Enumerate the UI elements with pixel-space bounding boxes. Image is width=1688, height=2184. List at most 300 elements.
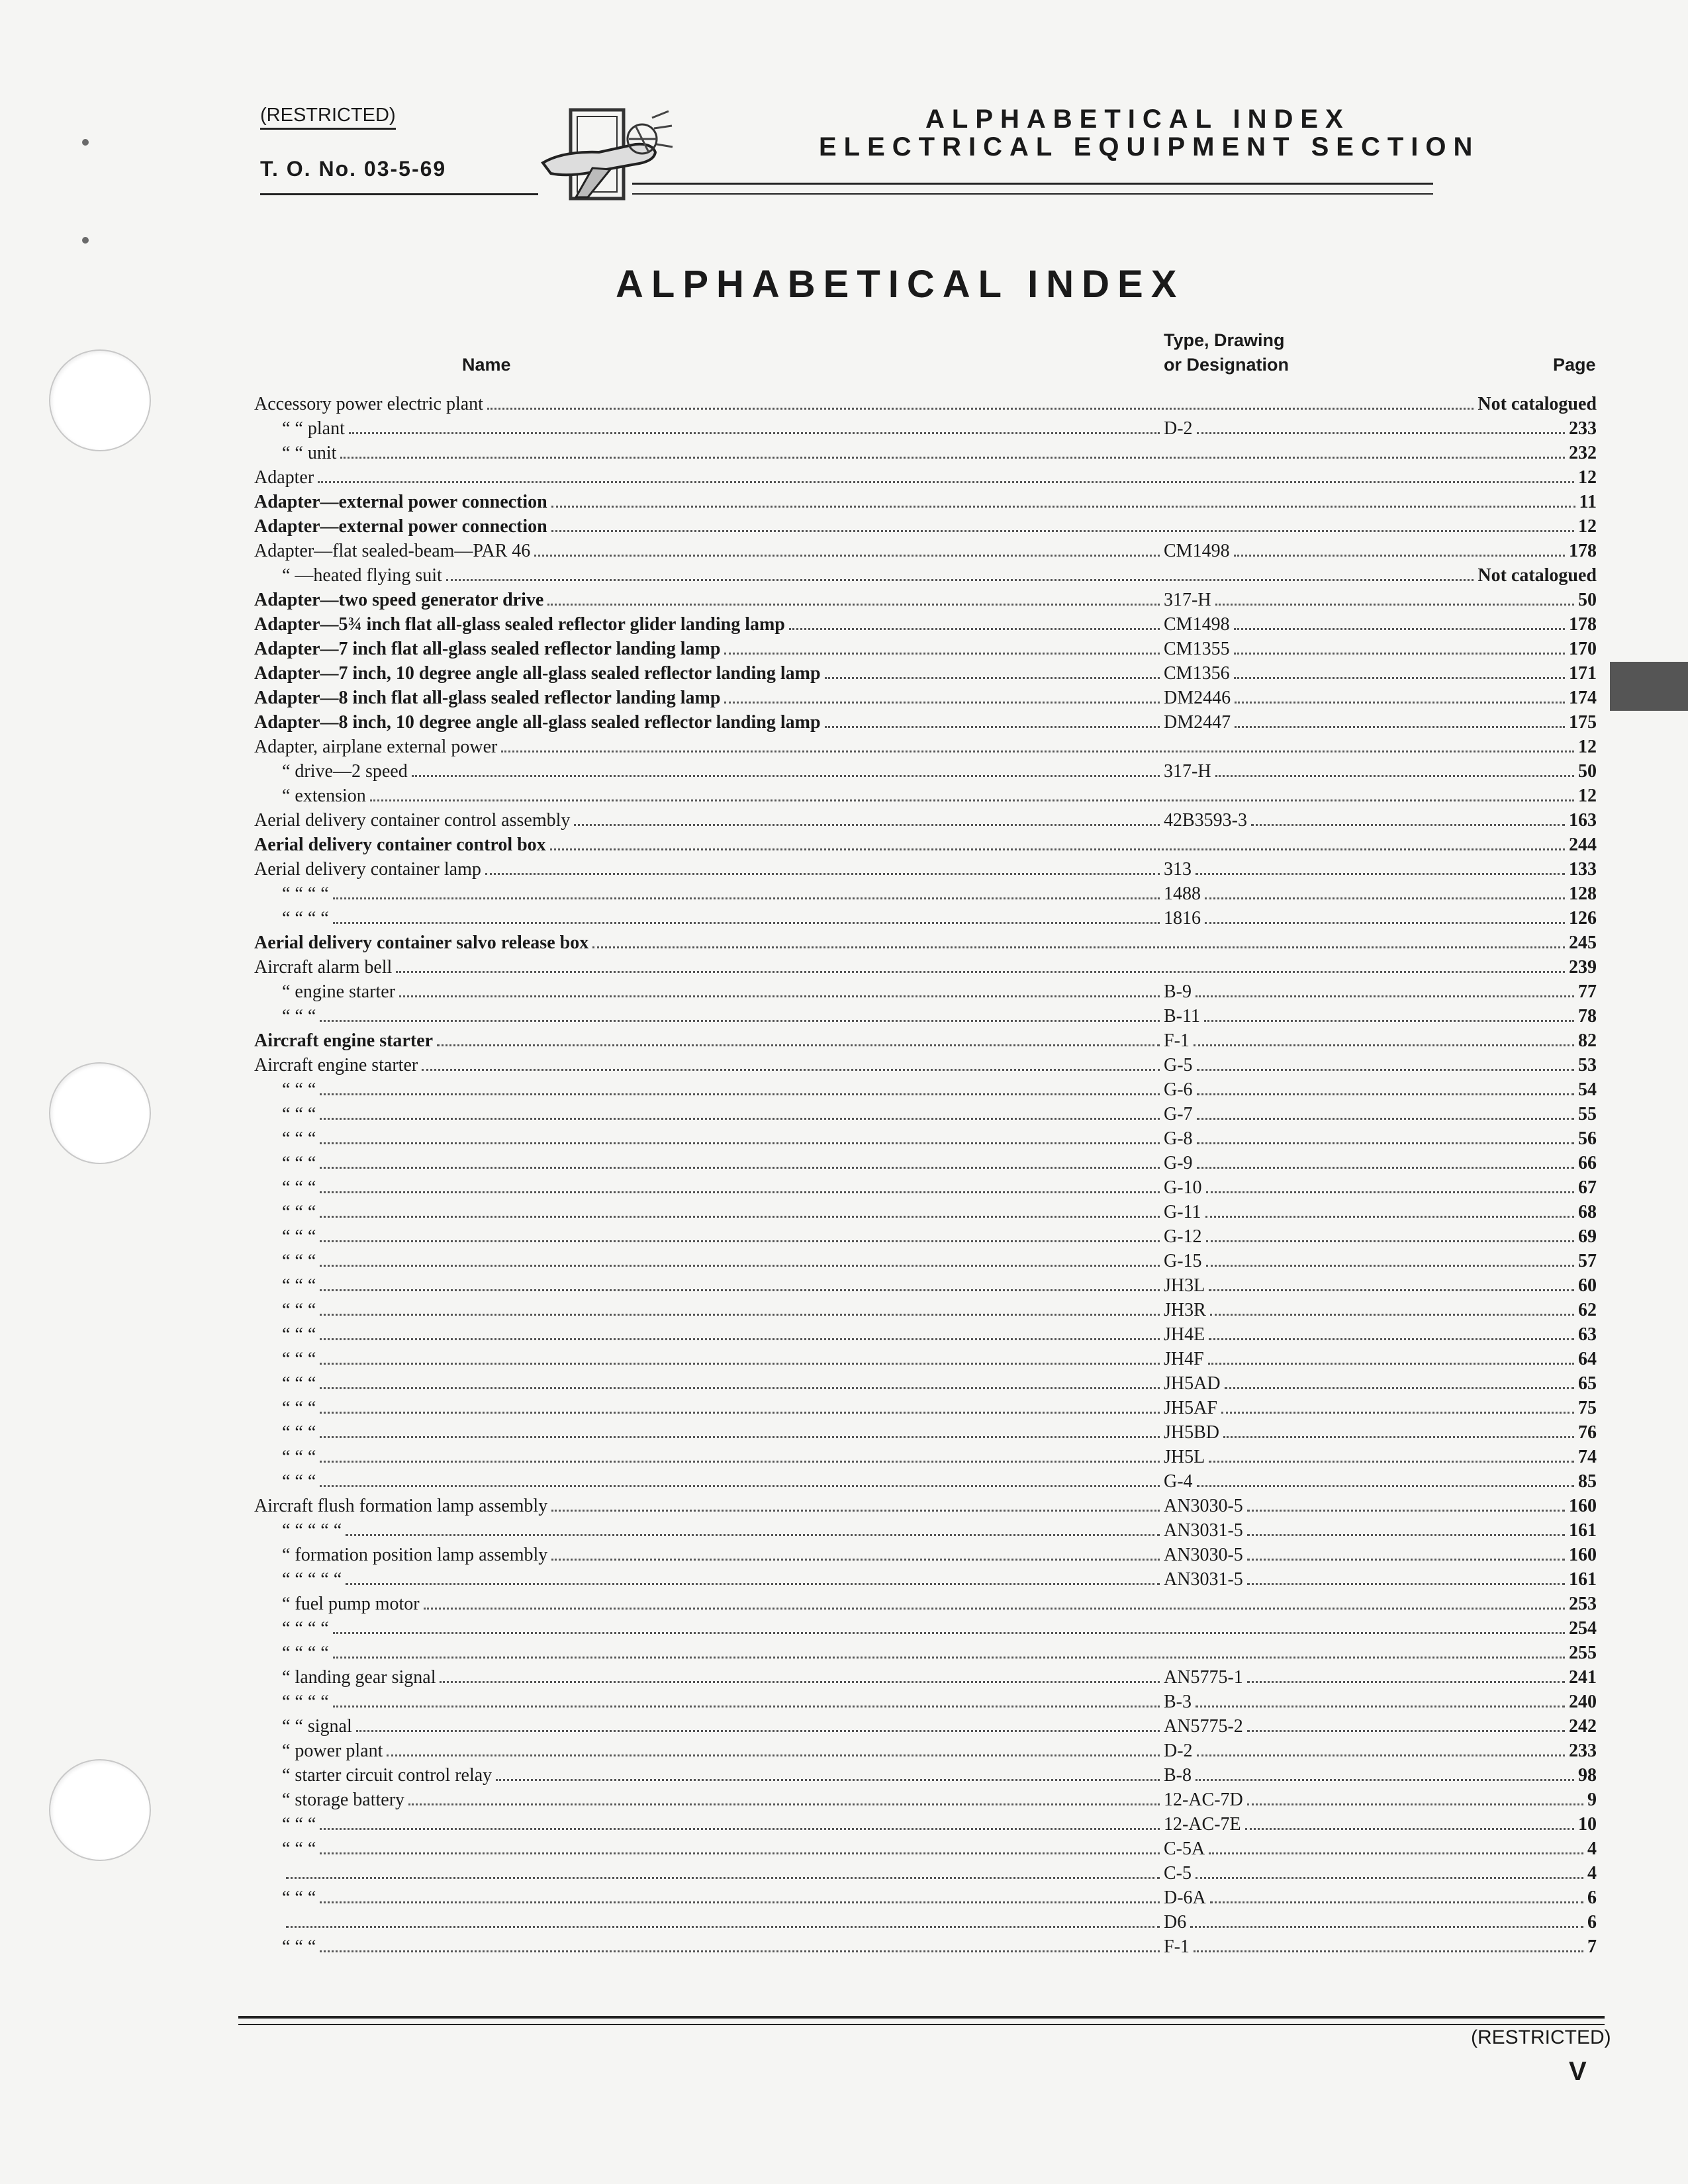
entry-page: 77: [1578, 981, 1597, 1002]
dot-leader: [496, 1779, 1160, 1781]
index-row: [254, 955, 1597, 979]
dot-leader: [1234, 555, 1565, 557]
entry-name: Adapter—7 inch, 10 degree angle all-glass sealed reflector landing lamp: [254, 663, 821, 684]
entry-type: D6: [1164, 1912, 1187, 1933]
entry-type: JH5AF: [1164, 1398, 1217, 1418]
index-row: [254, 833, 1597, 857]
dot-leader: [424, 1608, 1565, 1610]
dot-leader: [1247, 1730, 1565, 1732]
entry-name: “ “ “: [282, 1471, 316, 1492]
dot-leader: [320, 1436, 1160, 1438]
dot-leader: [320, 1363, 1160, 1365]
dot-leader: [320, 1461, 1160, 1463]
dot-leader: [1235, 702, 1565, 704]
dot-leader: [1221, 1412, 1574, 1414]
entry-page: 7: [1587, 1936, 1597, 1957]
entry-type: AN5775-2: [1164, 1716, 1243, 1737]
index-row: [254, 759, 1597, 784]
entry-type: JH5AD: [1164, 1373, 1221, 1394]
entry-page: 245: [1569, 933, 1597, 953]
dot-leader: [1245, 1828, 1574, 1830]
entry-name: Adapter—external power connection: [254, 516, 547, 537]
dot-leader: [724, 653, 1160, 655]
index-row: [254, 1396, 1597, 1420]
index-row: [254, 661, 1597, 686]
entry-name: Aircraft engine starter: [254, 1055, 418, 1075]
dot-leader: [346, 1583, 1160, 1585]
dot-leader: [1197, 1069, 1574, 1071]
restricted-label-top: (RESTRICTED): [260, 105, 396, 130]
dot-leader: [412, 775, 1160, 777]
entry-type: AN3030-5: [1164, 1545, 1243, 1565]
dot-leader: [1247, 1583, 1565, 1585]
dot-leader: [1234, 677, 1565, 679]
index-row: [254, 1690, 1597, 1714]
entry-name: “ extension: [282, 786, 366, 806]
dot-leader: [396, 971, 1565, 973]
index-row: [254, 1469, 1597, 1494]
entry-name: “ starter circuit control relay: [282, 1765, 492, 1786]
dot-leader: [1197, 1167, 1574, 1169]
entry-type: DM2447: [1164, 712, 1231, 733]
dot-leader: [320, 1901, 1160, 1903]
entry-type: JH4F: [1164, 1349, 1204, 1369]
entry-type: B-11: [1164, 1006, 1200, 1026]
index-row: [254, 906, 1597, 931]
entry-type: G-5: [1164, 1055, 1193, 1075]
entry-name: “ fuel pump motor: [282, 1594, 420, 1614]
dot-leader: [1197, 1118, 1574, 1120]
entry-page: 56: [1578, 1128, 1597, 1149]
index-row: [254, 1641, 1597, 1665]
entry-type: G-9: [1164, 1153, 1193, 1173]
index-row: [254, 686, 1597, 710]
entry-name: “ “ “ “: [282, 1643, 329, 1663]
dot-leader: [825, 677, 1160, 679]
entry-name: “ “ “ “: [282, 908, 329, 929]
entry-name: “ “ “: [282, 1202, 316, 1222]
entry-type: G-11: [1164, 1202, 1201, 1222]
entry-name: Aerial delivery container control box: [254, 835, 546, 855]
entry-type: 12-AC-7E: [1164, 1814, 1241, 1835]
entry-name: Aircraft flush formation lamp assembly: [254, 1496, 548, 1516]
dot-leader: [399, 995, 1160, 997]
index-row: [254, 1175, 1597, 1200]
index-row: [254, 1592, 1597, 1616]
dot-leader: [534, 555, 1160, 557]
entry-type: G-12: [1164, 1226, 1202, 1247]
entry-type: AN3031-5: [1164, 1569, 1243, 1590]
dot-leader: [320, 1020, 1160, 1022]
entry-type: AN5775-1: [1164, 1667, 1243, 1688]
dot-leader: [320, 1093, 1160, 1095]
entry-name: “ “ “: [282, 1079, 316, 1100]
dot-leader: [1197, 1093, 1574, 1095]
column-header-type-line2: or Designation: [1164, 355, 1289, 375]
entry-page: 6: [1587, 1912, 1597, 1933]
entry-page: 128: [1569, 884, 1597, 904]
entry-name: “ “ “: [282, 1398, 316, 1418]
dot-leader: [1197, 1754, 1565, 1756]
entry-page: 6: [1587, 1888, 1597, 1908]
index-row: [254, 465, 1597, 490]
dot-leader: [320, 1338, 1160, 1340]
entry-page: 55: [1578, 1104, 1597, 1124]
entry-page: 242: [1569, 1716, 1597, 1737]
index-row: [254, 1616, 1597, 1641]
entry-type: D-6A: [1164, 1888, 1206, 1908]
entry-name: “ “ unit: [282, 443, 337, 463]
entry-page: 78: [1578, 1006, 1597, 1026]
footer-rule-thin: [238, 2024, 1605, 2025]
dot-leader: [320, 1265, 1160, 1267]
dot-leader: [1209, 1461, 1574, 1463]
dot-leader: [1247, 1803, 1583, 1805]
entry-page: 53: [1578, 1055, 1597, 1075]
dot-leader: [1194, 1044, 1574, 1046]
entry-page: Not catalogued: [1477, 394, 1597, 414]
entry-name: Aerial delivery container lamp: [254, 859, 481, 880]
dot-leader: [1205, 922, 1565, 924]
dot-leader: [724, 702, 1160, 704]
dot-leader: [370, 799, 1574, 801]
index-row: [254, 1151, 1597, 1175]
dot-leader: [789, 628, 1160, 630]
entry-type: 317-H: [1164, 761, 1211, 782]
dot-leader: [320, 1118, 1160, 1120]
dot-leader: [333, 1657, 1565, 1659]
index-row: [254, 1518, 1597, 1543]
entry-page: 12: [1578, 786, 1597, 806]
dot-leader: [356, 1730, 1160, 1732]
entry-type: G-10: [1164, 1177, 1202, 1198]
entry-type: D-2: [1164, 1741, 1193, 1761]
entry-type: C-5A: [1164, 1839, 1205, 1859]
entry-name: “ “ “ “: [282, 1692, 329, 1712]
entry-page: 76: [1578, 1422, 1597, 1443]
dot-leader: [320, 1485, 1160, 1487]
entry-name: “ “ “: [282, 1300, 316, 1320]
dot-leader: [1197, 1142, 1574, 1144]
dot-leader: [1197, 1485, 1574, 1487]
entry-name: “ storage battery: [282, 1790, 405, 1810]
dot-leader: [440, 1681, 1160, 1683]
entry-type: G-6: [1164, 1079, 1193, 1100]
entry-name: “ “ “ “ “: [282, 1569, 342, 1590]
entry-page: 12: [1578, 737, 1597, 757]
entry-page: 67: [1578, 1177, 1597, 1198]
dot-leader: [1196, 1877, 1583, 1879]
entry-page: 50: [1578, 590, 1597, 610]
dot-leader: [286, 1877, 1160, 1879]
entry-type: 1816: [1164, 908, 1201, 929]
dot-leader: [1208, 1363, 1574, 1365]
entry-page: 4: [1587, 1863, 1597, 1884]
dot-leader: [320, 1167, 1160, 1169]
footer-rule: [238, 2016, 1605, 2019]
index-row: [254, 490, 1597, 514]
entry-name: Adapter—5¾ inch flat all-glass sealed reflector glider landing lamp: [254, 614, 785, 635]
entry-page: 63: [1578, 1324, 1597, 1345]
entry-type: 1488: [1164, 884, 1201, 904]
index-row: [254, 1886, 1597, 1910]
entry-name: Aircraft alarm bell: [254, 957, 393, 978]
index-row: [254, 612, 1597, 637]
dot-leader: [333, 1706, 1160, 1707]
dot-leader: [551, 506, 1575, 508]
dot-leader: [1247, 1559, 1565, 1561]
entry-name: “ “ “: [282, 1373, 316, 1394]
index-row: [254, 588, 1597, 612]
index-row: [254, 1322, 1597, 1347]
index-row: [254, 1077, 1597, 1102]
entry-type: 42B3593-3: [1164, 810, 1247, 831]
entry-page: 241: [1569, 1667, 1597, 1688]
entry-type: JH4E: [1164, 1324, 1205, 1345]
index-row: [254, 1126, 1597, 1151]
dot-leader: [349, 432, 1160, 434]
dot-leader: [320, 1412, 1160, 1414]
entry-page: 9: [1587, 1790, 1597, 1810]
index-row: [254, 514, 1597, 539]
entry-type: JH5BD: [1164, 1422, 1220, 1443]
index-row: [254, 882, 1597, 906]
entry-name: “ —heated flying suit: [282, 565, 442, 586]
entry-page: 178: [1569, 541, 1597, 561]
dot-leader: [422, 1069, 1160, 1071]
column-header-type-line1: Type, Drawing: [1164, 330, 1285, 350]
entry-name: “ “ “ “: [282, 884, 329, 904]
dot-leader: [1210, 1314, 1574, 1316]
page-number: V: [1569, 2057, 1587, 2086]
technical-order-number: T. O. No. 03-5-69: [260, 157, 447, 181]
dot-leader: [1196, 995, 1574, 997]
entry-type: AN3030-5: [1164, 1496, 1243, 1516]
dot-leader: [320, 1950, 1160, 1952]
entry-page: 12: [1578, 516, 1597, 537]
dot-leader: [1206, 1191, 1574, 1193]
index-row: [254, 1371, 1597, 1396]
index-row: [254, 1812, 1597, 1837]
entry-type: JH5L: [1164, 1447, 1205, 1467]
entry-page: 253: [1569, 1594, 1597, 1614]
dot-leader: [387, 1754, 1160, 1756]
dot-leader: [1247, 1534, 1565, 1536]
dot-leader: [1194, 1950, 1583, 1952]
index-row: [254, 710, 1597, 735]
entry-type: CM1355: [1164, 639, 1230, 659]
index-row: [254, 1837, 1597, 1861]
entry-name: “ power plant: [282, 1741, 383, 1761]
entry-name: “ drive—2 speed: [282, 761, 408, 782]
entry-name: Accessory power electric plant: [254, 394, 483, 414]
entry-page: 174: [1569, 688, 1597, 708]
entry-type: F-1: [1164, 1936, 1190, 1957]
entry-name: Aerial delivery container control assembly: [254, 810, 571, 831]
entry-page: 4: [1587, 1839, 1597, 1859]
dot-leader: [1196, 873, 1565, 875]
entry-type: G-8: [1164, 1128, 1193, 1149]
entry-name: Adapter—7 inch flat all-glass sealed reflector landing lamp: [254, 639, 721, 659]
dot-leader: [1204, 1020, 1574, 1022]
dot-leader: [1247, 1510, 1565, 1512]
entry-page: 240: [1569, 1692, 1597, 1712]
entry-page: 60: [1578, 1275, 1597, 1296]
dot-leader: [1223, 1436, 1574, 1438]
entry-type: D-2: [1164, 418, 1193, 439]
entry-type: DM2446: [1164, 688, 1231, 708]
index-row: [254, 1739, 1597, 1763]
entry-page: 66: [1578, 1153, 1597, 1173]
entry-name: “ “ “ “ “: [282, 1520, 342, 1541]
entry-page: 133: [1569, 859, 1597, 880]
index-row: [254, 1567, 1597, 1592]
dot-leader: [1215, 604, 1574, 606]
column-header-page: Page: [1553, 355, 1596, 375]
entry-page: 10: [1578, 1814, 1597, 1835]
entry-name: “ “ “: [282, 1447, 316, 1467]
dot-leader: [320, 1289, 1160, 1291]
entry-name: “ “ “: [282, 1936, 316, 1957]
index-row: [254, 441, 1597, 465]
dot-leader: [346, 1534, 1160, 1536]
entry-type: CM1498: [1164, 541, 1230, 561]
dot-leader: [825, 726, 1160, 728]
entry-page: 232: [1569, 443, 1597, 463]
dot-leader: [1234, 653, 1565, 655]
entry-name: “ “ “: [282, 1324, 316, 1345]
dot-leader: [318, 481, 1574, 483]
entry-name: “ “ “: [282, 1839, 316, 1859]
entry-page: 161: [1569, 1569, 1597, 1590]
header-title-line1: ALPHABETICAL INDEX: [925, 105, 1350, 134]
entry-type: G-7: [1164, 1104, 1193, 1124]
index-row: [254, 416, 1597, 441]
dot-leader: [1196, 1779, 1574, 1781]
entry-name: Adapter—8 inch flat all-glass sealed reflector landing lamp: [254, 688, 721, 708]
dot-leader: [1225, 1387, 1574, 1389]
entry-page: 244: [1569, 835, 1597, 855]
entry-page: 161: [1569, 1520, 1597, 1541]
entry-type: 313: [1164, 859, 1192, 880]
entry-page: 11: [1579, 492, 1597, 512]
entry-name: “ “ “: [282, 1226, 316, 1247]
index-row: [254, 1224, 1597, 1249]
dot-leader: [446, 579, 1474, 581]
entry-name: Aircraft engine starter: [254, 1030, 434, 1051]
dot-leader: [333, 922, 1160, 924]
dot-leader: [1196, 1706, 1565, 1707]
dot-leader: [1234, 628, 1565, 630]
dot-leader: [1209, 1289, 1574, 1291]
index-row: [254, 1861, 1597, 1886]
dot-leader: [1210, 1901, 1583, 1903]
entry-name: Aerial delivery container salvo release box: [254, 933, 589, 953]
entry-name: Adapter—external power connection: [254, 492, 547, 512]
entry-page: 254: [1569, 1618, 1597, 1639]
entry-type: JH3L: [1164, 1275, 1205, 1296]
index-row: [254, 1763, 1597, 1788]
entry-name: Adapter—8 inch, 10 degree angle all-glass sealed reflector landing lamp: [254, 712, 821, 733]
index-row: [254, 1665, 1597, 1690]
entry-name: “ landing gear signal: [282, 1667, 436, 1688]
entry-type: CM1356: [1164, 663, 1230, 684]
dot-leader: [320, 1852, 1160, 1854]
entry-page: 82: [1578, 1030, 1597, 1051]
entry-page: Not catalogued: [1477, 565, 1597, 586]
entry-page: 85: [1578, 1471, 1597, 1492]
dot-leader: [437, 1044, 1160, 1046]
entry-name: “ formation position lamp assembly: [282, 1545, 548, 1565]
column-header-name: Name: [462, 355, 511, 375]
dot-leader: [1247, 1681, 1565, 1683]
dot-leader: [547, 604, 1160, 606]
entry-page: 160: [1569, 1545, 1597, 1565]
index-row: [254, 808, 1597, 833]
dot-leader: [1206, 1240, 1574, 1242]
entry-type: G-4: [1164, 1471, 1193, 1492]
dot-leader: [408, 1803, 1160, 1805]
entry-name: Adapter—flat sealed-beam—PAR 46: [254, 541, 531, 561]
dot-leader: [574, 824, 1160, 826]
dot-leader: [320, 1191, 1160, 1193]
page-title: ALPHABETICAL INDEX: [616, 263, 1185, 306]
dot-leader: [1197, 432, 1565, 434]
entry-page: 68: [1578, 1202, 1597, 1222]
entry-page: 171: [1569, 663, 1597, 684]
entry-type: B-3: [1164, 1692, 1192, 1712]
entry-name: “ “ “ “: [282, 1618, 329, 1639]
entry-page: 69: [1578, 1226, 1597, 1247]
index-row: [254, 1298, 1597, 1322]
index-row: [254, 1788, 1597, 1812]
dot-leader: [320, 1387, 1160, 1389]
dot-leader: [1205, 1216, 1574, 1218]
entry-name: “ engine starter: [282, 981, 396, 1002]
dot-leader: [320, 1216, 1160, 1218]
entry-name: “ “ plant: [282, 418, 345, 439]
entry-name: “ “ “: [282, 1888, 316, 1908]
entry-type: G-15: [1164, 1251, 1202, 1271]
entry-page: 175: [1569, 712, 1597, 733]
index-row: [254, 539, 1597, 563]
index-row: [254, 857, 1597, 882]
index-row: [254, 735, 1597, 759]
entry-name: “ “ “: [282, 1177, 316, 1198]
dot-leader: [320, 1240, 1160, 1242]
entry-name: “ “ “: [282, 1349, 316, 1369]
entry-page: 62: [1578, 1300, 1597, 1320]
entry-name: “ “ “: [282, 1814, 316, 1835]
dot-leader: [485, 873, 1160, 875]
entry-type: B-8: [1164, 1765, 1192, 1786]
entry-page: 160: [1569, 1496, 1597, 1516]
entry-page: 12: [1578, 467, 1597, 488]
dot-leader: [333, 897, 1160, 899]
dot-leader: [501, 751, 1574, 752]
dot-leader: [320, 1828, 1160, 1830]
dot-leader: [1209, 1852, 1583, 1854]
dot-leader: [551, 1559, 1160, 1561]
index-row: [254, 1028, 1597, 1053]
index-row: [254, 563, 1597, 588]
index-row: [254, 784, 1597, 808]
dot-leader: [1235, 726, 1565, 728]
dot-leader: [340, 457, 1565, 459]
entry-name: “ “ “: [282, 1128, 316, 1149]
dot-leader: [1209, 1338, 1574, 1340]
dot-leader: [1206, 1265, 1574, 1267]
